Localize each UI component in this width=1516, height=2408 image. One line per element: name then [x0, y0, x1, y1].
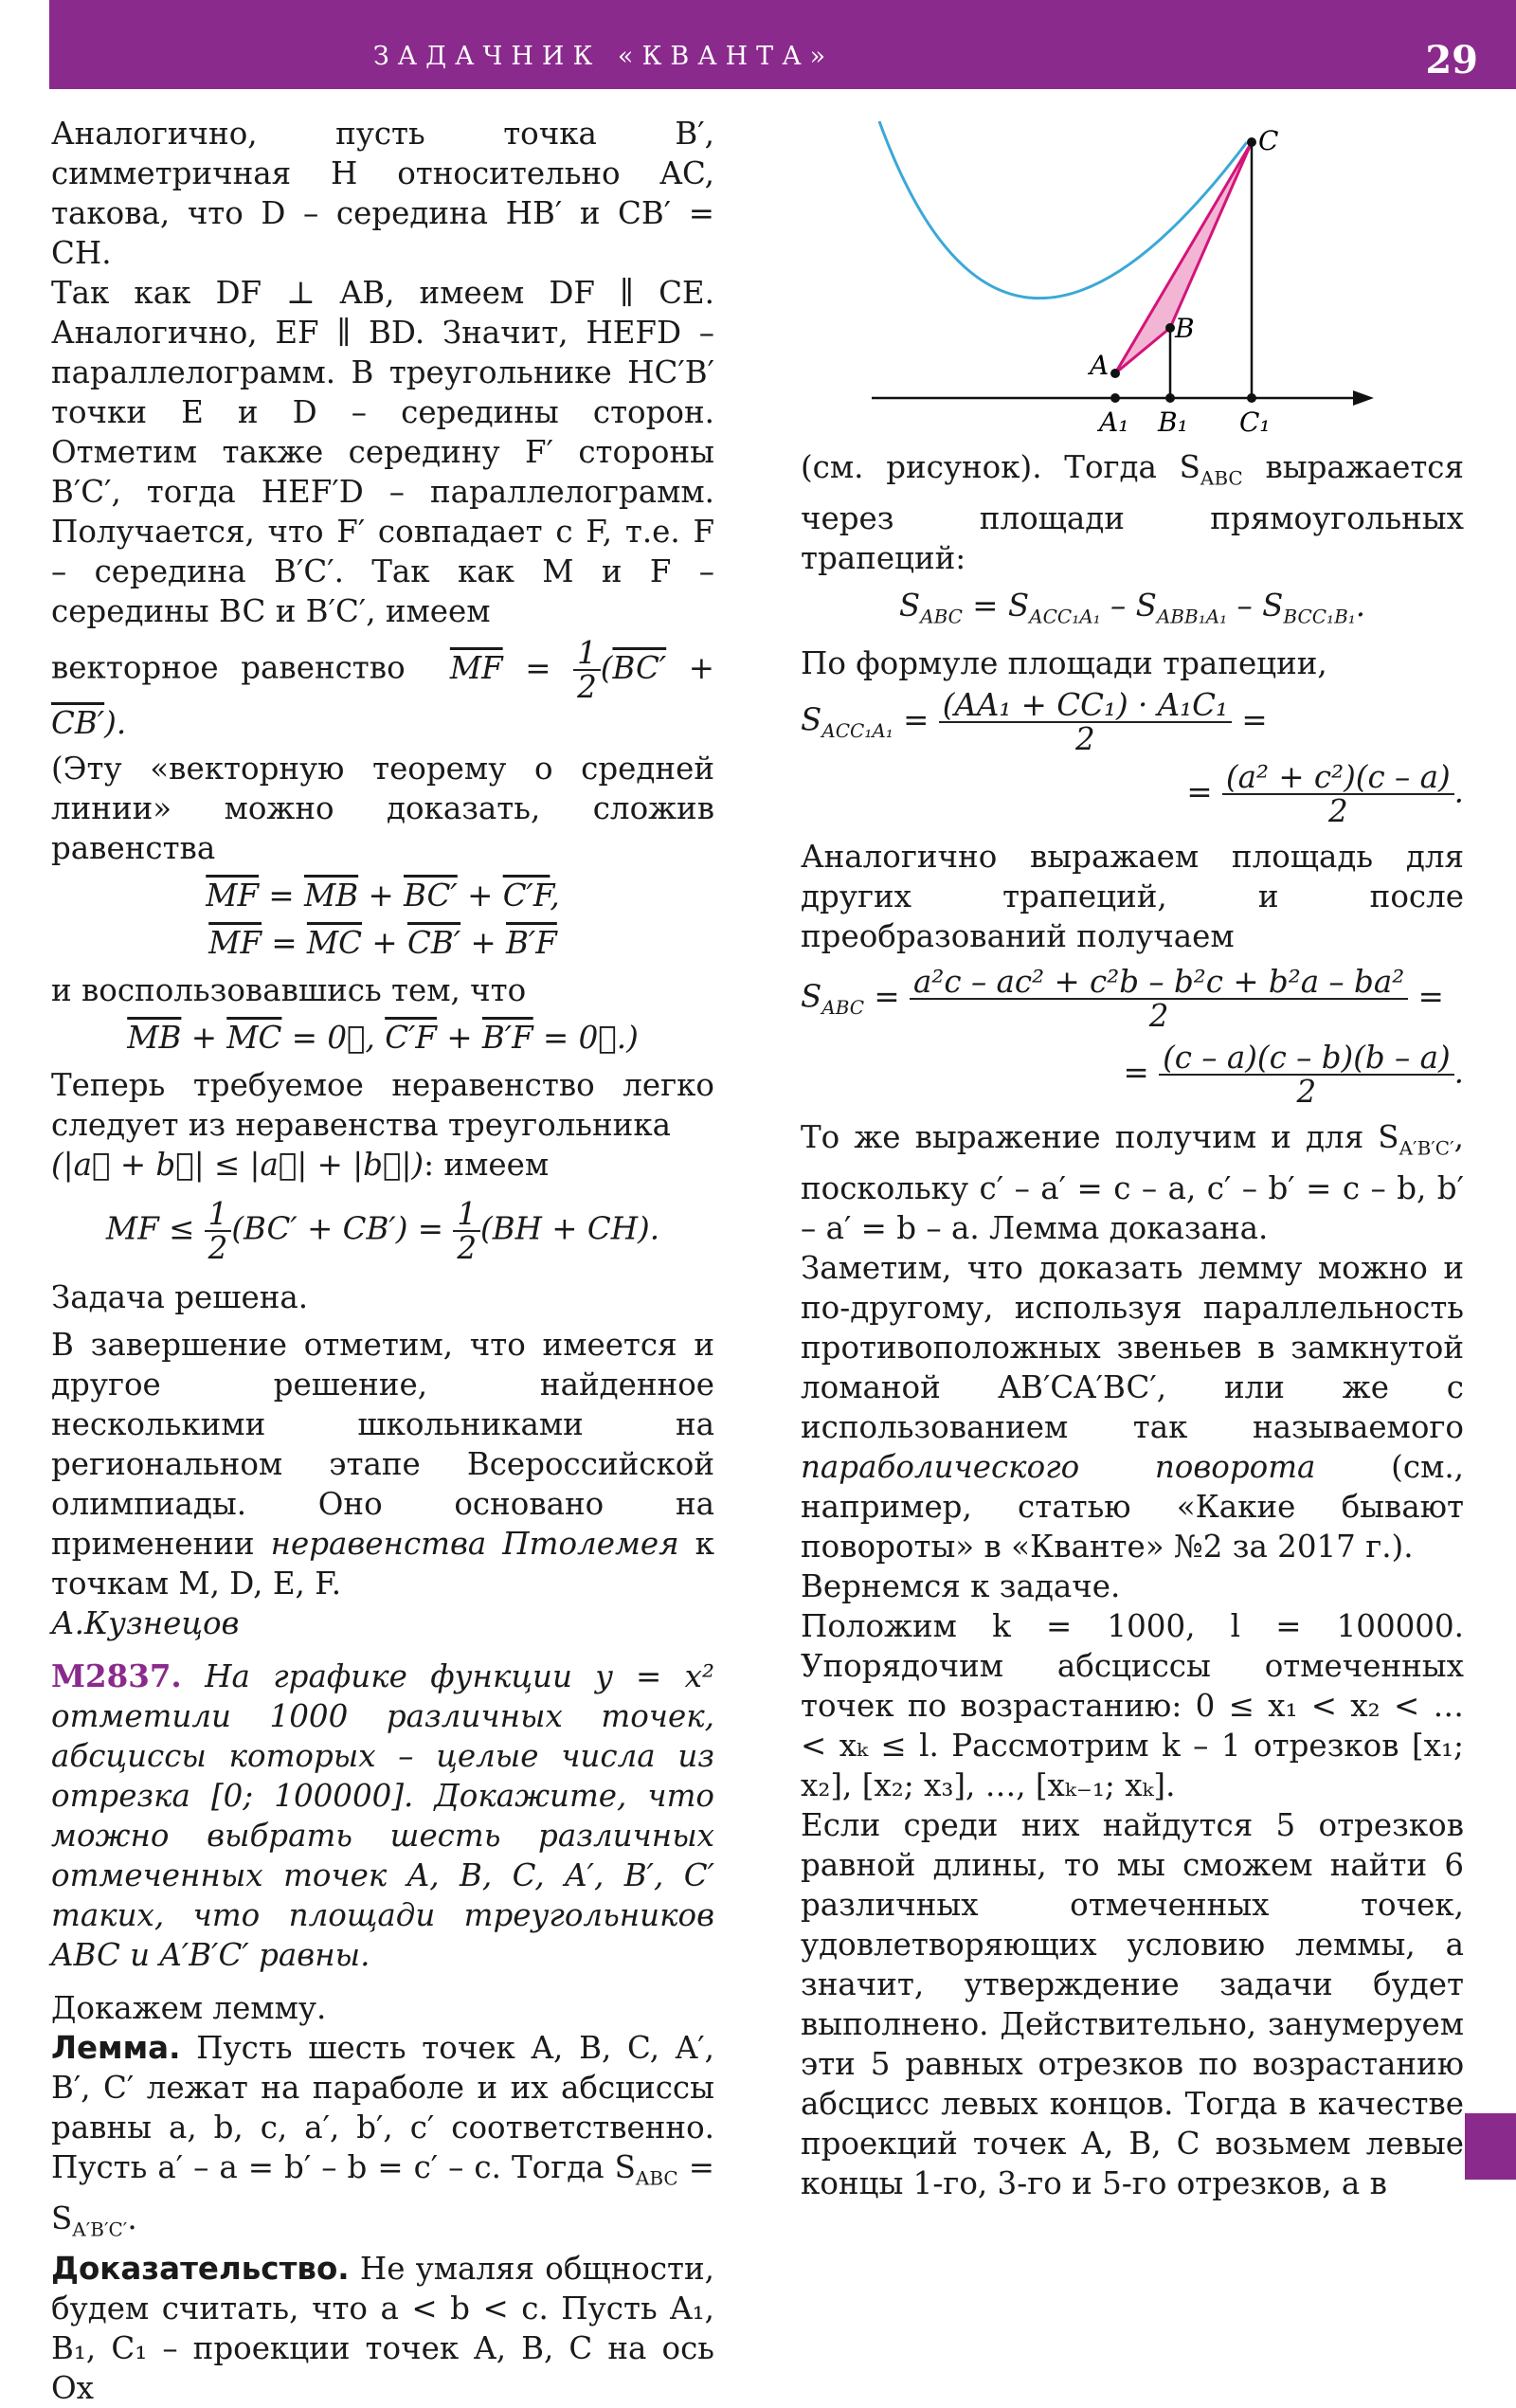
formula-sabc-factored: = $\frac{(c - a)(c - b)(b - a)}{2}$ .: [1123, 1040, 1464, 1110]
left-p5: Теперь требуемое неравенство легко следует из неравенства треугольника: [51, 1067, 714, 1143]
signature: А.Кузнецов: [51, 1605, 240, 1641]
proof-label: Доказательство.: [51, 2251, 350, 2287]
left-p3: (Эту «векторную теорему о средней линии» можно доказать, сложив равенства: [51, 751, 714, 866]
formula-mf2: $\overline{MF} = \overline{MC} + CB' + B'F$: [208, 925, 557, 961]
right-p5: Заметим, что доказать лемму можно и по-другому, используя параллельность противоположных звеньев в замкнутой ломаной AB′CA′BC′, или же с использованием так называемого параболического поворота (см., например, статью «Какие бывают повороты» в «Кванте» №2 за 2017 г.).: [801, 1249, 1465, 1565]
label-B: B: [1175, 313, 1195, 344]
right-p1: (см. рисунок). Тогда $S_{ABC}$ выражается через площади прямоугольных трапеций:: [801, 449, 1465, 576]
left-p7: В завершение отметим, что имеется и другое решение, найденное несколькими школьниками на региональном этапе Всероссийской олимпиады. Оно основано на применении неравенства Птолемея к точкам M, D, E, F.: [51, 1327, 714, 1602]
label-A1: A₁: [1099, 407, 1129, 438]
formula-sabc-trapezoids: $S_{ABC} = S_{ACC_1A_1} - S_{ABB_1A_1} - S_{BCC_1B_1}$.: [898, 587, 1366, 627]
formula-mf1: $\overline{MF} = \overline{MB} + BC' + C'F$,: [206, 878, 560, 914]
right-column: [801, 447, 1464, 2203]
right-p4: То же выражение получим и для $S_{A'B'C'}$, поскольку c′ – a′ = c – a, c′ – b′ = c – b, b′ – a′ = b – a. Лемма доказана.: [801, 1119, 1464, 1246]
triangle-inequality-line: [51, 1145, 714, 1185]
problem-text: На графике функции y = x² отметили 1000 различных точек, абсциссы которых – целые числа из отрезка [0; 100000]. Докажите, что можно выбрать шесть различных отмеченных точек A, B, C, A′, B′, C′ таких, что площади треугольников ABC и A′B′C′ равны.: [51, 1658, 714, 1973]
right-p8: Если среди них найдутся 5 отрезков равной длины, то мы сможем найти 6 различных отмеченных точек, удовлетворяющих условию леммы, а значит, утверждение задачи будет выполнено. Действительно, занумеруем эти 5 равных отрезков по возрастанию абсцисс левых концов. Тогда в качестве проекций точек A, B, C возьмем левые концы 1-го, 3-го и 5-го отрезков, а в: [801, 1806, 1464, 2201]
formula-zero: $\overline{MB} + \overline{MC}$ = 0⃗, C′F + B′F = 0⃗.): [127, 1020, 639, 1056]
vector-equality-line: [51, 637, 714, 743]
left-p1: Аналогично, пусть точка B′, симметричная H относительно AC, такова, что D – середина HB′ и CB′ = CH.: [51, 116, 714, 271]
label-C1: C₁: [1239, 407, 1271, 438]
problem-id: М2837.: [51, 1657, 182, 1694]
left-p2: Так как DF ⊥ AB, имеем DF ∥ CE. Аналогично, EF ∥ BD. Значит, HEFD – параллелограмм. В треугольнике HC′B′ точки E и D – середины сторон. Отметим также середину F′ стороны B′C′, тогда HEF′D – параллелограмм. Получается, что F′ совпадает с F, т.е. F – середина B′C′. Так как M и F – середины BC и B′C′, имеем: [51, 275, 714, 629]
right-p2: По формуле площади трапеции,: [801, 645, 1327, 681]
triangle-inequality: (|a⃗ + b⃗| ≤ |a⃗| + |b⃗|): [51, 1147, 424, 1183]
lemma: Лемма. Пусть шесть точек A, B, C, A′, B′, C′ лежат на параболе и их абсциссы равны a, b, c, a′, b′, c′ соответственно. Пусть a′ – a = b′ – b = c′ – c. Тогда $S_{ABC} = S_{A'B'C'}$.: [51, 2030, 714, 2240]
lemma-label: Лемма.: [51, 2030, 181, 2066]
vector-equality: $\overline{MF}$ = $\frac{1}{2}$ (BC′ + CB′).: [51, 635, 714, 741]
x-axis-arrow: [1353, 390, 1374, 406]
formula-trapezoid-area-2: = $\frac{\text{(a² + c²)(c – a)}}{2}$ .: [1186, 759, 1464, 829]
page-number: 29: [1425, 38, 1478, 82]
label-C: C: [1258, 125, 1279, 156]
parabola-figure: [862, 104, 1393, 445]
left-p2b: векторное равенство: [51, 649, 406, 686]
right-p3: Аналогично выражаем площадь для других трапеций, и после преобразований получаем: [801, 839, 1464, 954]
left-p4: и воспользовавшись тем, что: [51, 972, 527, 1008]
left-column: [51, 114, 714, 2408]
proof: Доказательство. Не умаляя общности, будем считать, что a < b < c. Пусть A₁, B₁, C₁ – проекции точек A, B, C на ось Ox: [51, 2251, 714, 2406]
page-header: [49, 0, 1516, 89]
problem: [51, 1657, 714, 1975]
corner-decoration: [1465, 2113, 1516, 2180]
header-title: ЗАДАЧНИК «КВАНТА»: [372, 42, 835, 71]
formula-trapezoid-area: $S_{ACC_1A_1}$ = $\frac{\text{(AA₁ + CC₁) · A₁C₁}}{2}$ =: [801, 687, 1268, 757]
formula-sabc-expanded: $S_{ABC}$ = $\frac{\text{a²c – ac² + c²b – b²c + b²a – ba²}}{2}$ =: [801, 964, 1444, 1034]
left-p8: Докажем лемму.: [51, 1990, 327, 2026]
right-p6: Вернемся к задаче.: [801, 1567, 1121, 1604]
formula-mf-ineq: MF ≤ $\frac{1}{2}$ (BC′ + CB′) = $\frac{1}{2}$ (BH + CH).: [105, 1196, 660, 1266]
label-B1: B₁: [1158, 407, 1188, 438]
label-A: A: [1090, 350, 1110, 381]
left-p6: Задача решена.: [51, 1279, 309, 1315]
left-p5b: : имеем: [424, 1147, 550, 1183]
right-p7: Положим k = 1000, l = 100000. Упорядочим абсциссы отмеченных точек по возрастанию: 0 ≤ x₁ < x₂ < … < xₖ ≤ l. Рассмотрим k – 1 отрезков [x₁; x₂], [x₂; x₃], …, [xₖ₋₁; xₖ].: [801, 1607, 1464, 1803]
